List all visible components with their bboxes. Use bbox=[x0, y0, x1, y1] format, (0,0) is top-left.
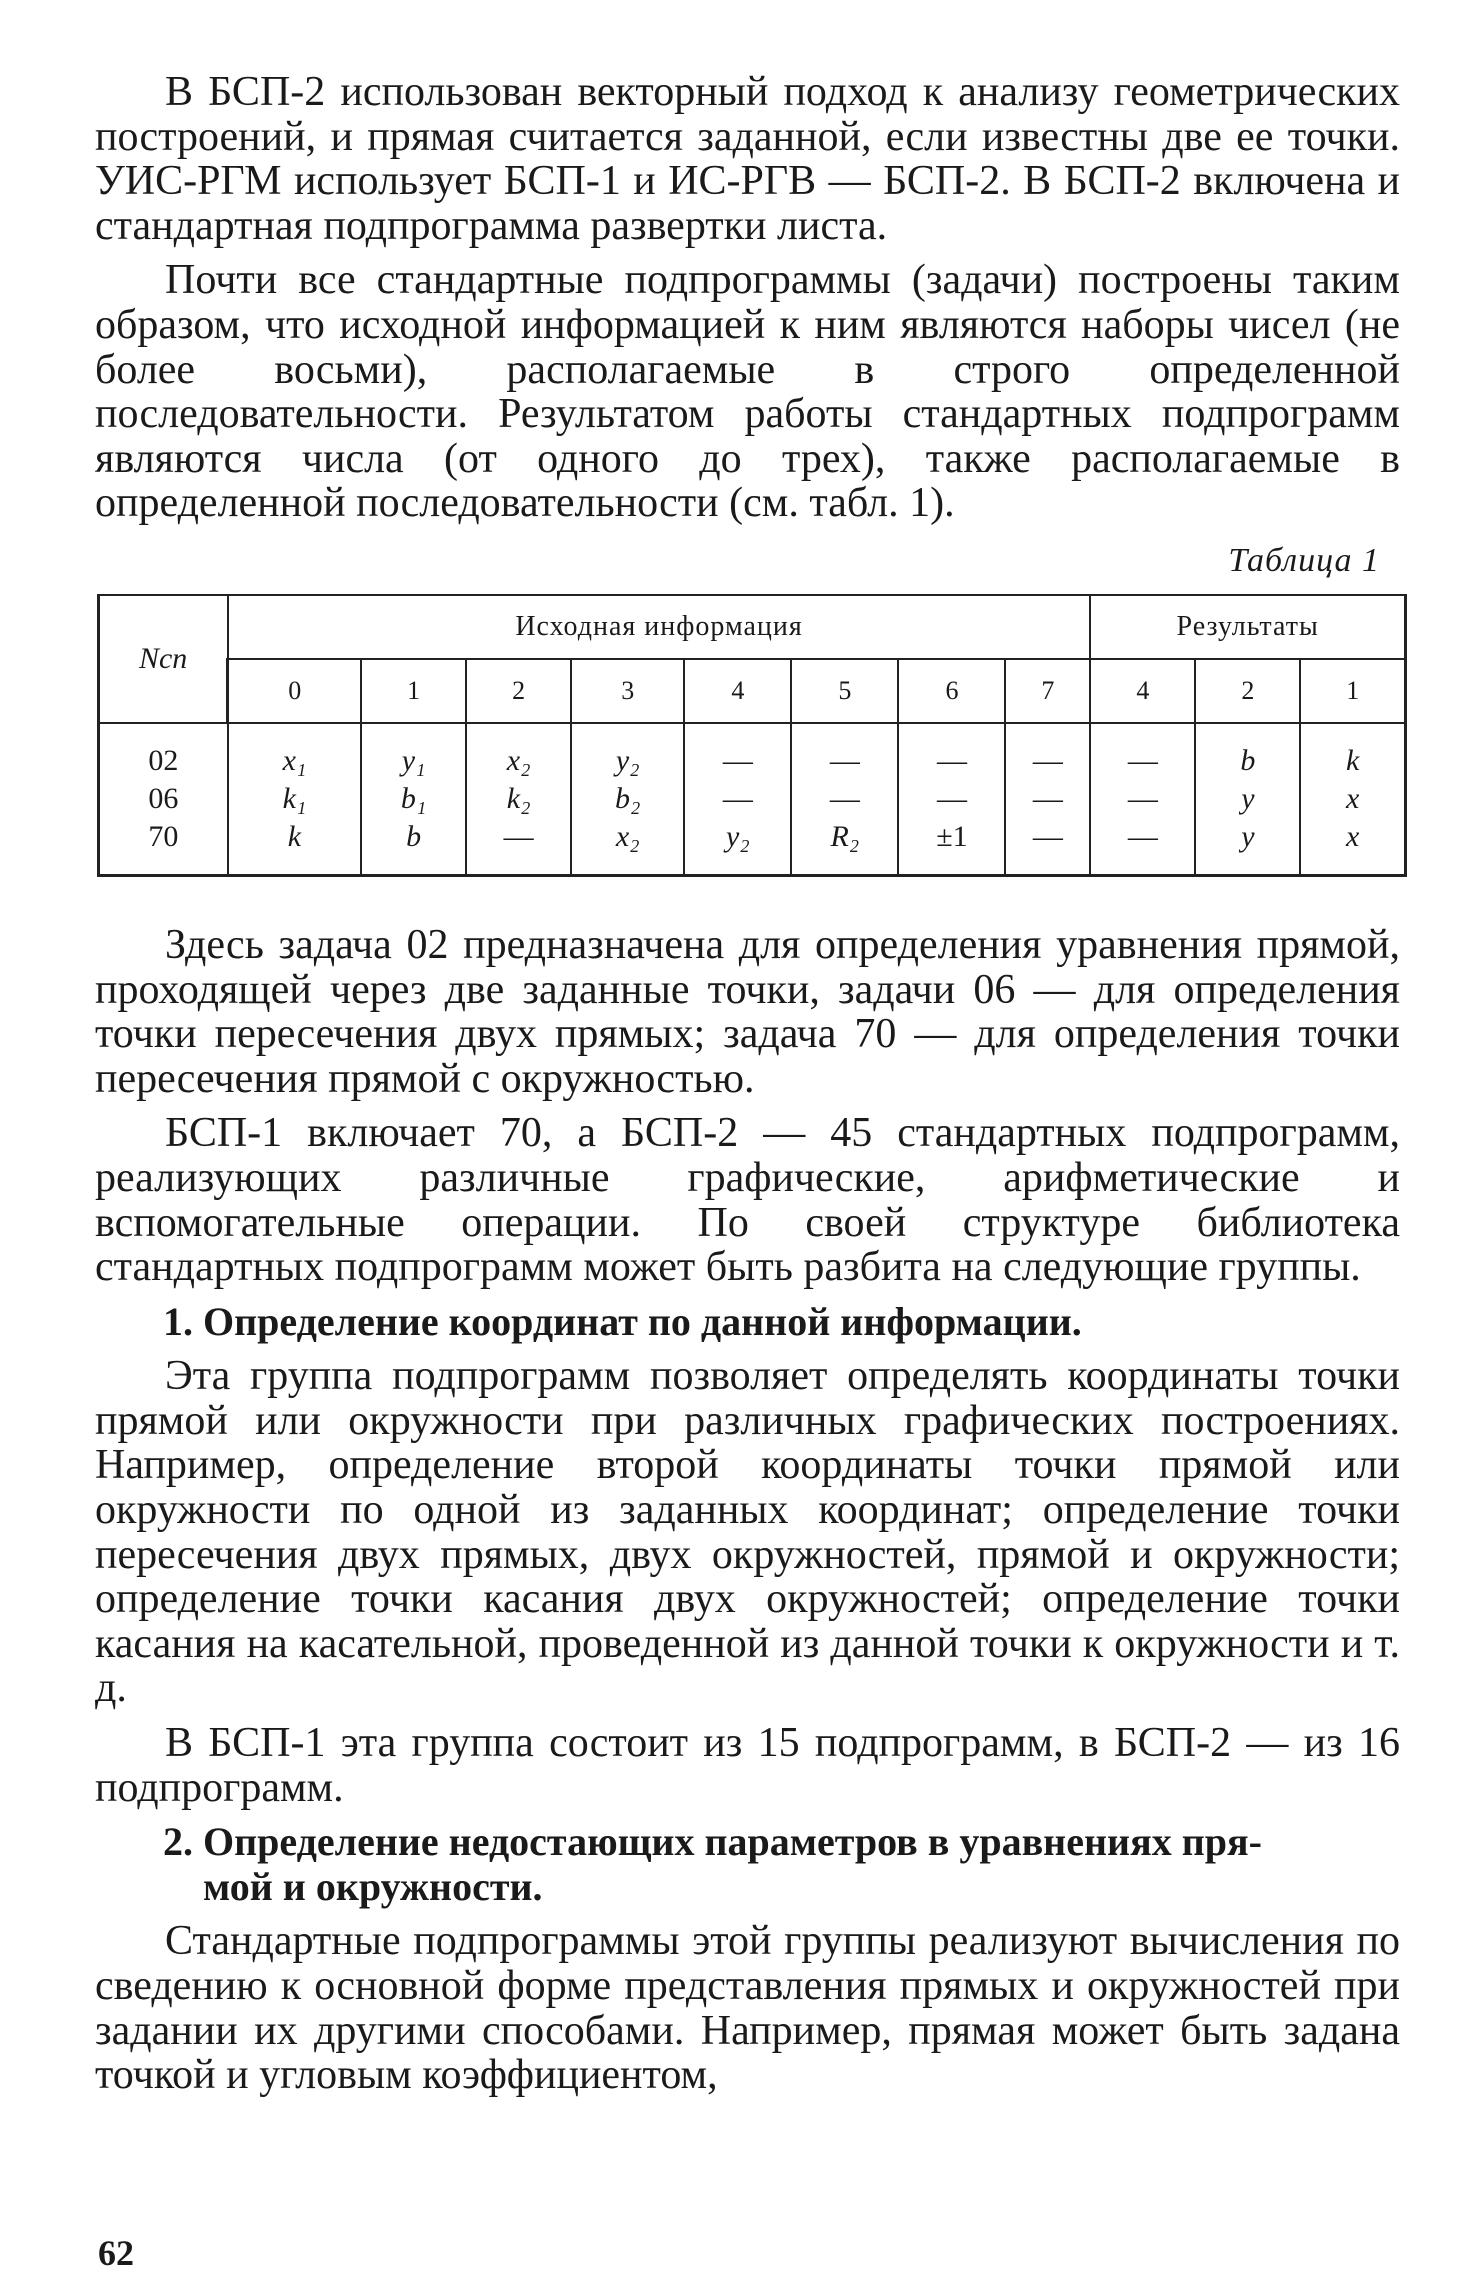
table-cell: k bbox=[1300, 723, 1405, 780]
table-cell: x bbox=[1300, 818, 1405, 876]
table-cell: — bbox=[1005, 780, 1090, 818]
table-header-col: 7 bbox=[1005, 659, 1090, 723]
table-cell: — bbox=[684, 780, 791, 818]
table-header-result-col: 4 bbox=[1090, 659, 1195, 723]
table-cell: b bbox=[361, 818, 466, 876]
table-cell: k₂ bbox=[466, 780, 571, 818]
table-cell: b₁ bbox=[361, 780, 466, 818]
table-header-row-1 bbox=[99, 595, 1406, 659]
table-header-result-col: 2 bbox=[1195, 659, 1300, 723]
section-heading-1: 1. Определение координат по данной информации. bbox=[163, 1298, 1082, 1344]
paragraph-2: Почти все стандартные подпрограммы (задачи) построены таким образом, что исходной информацией к ним являются наборы чисел (не более восьми), располагаемые в строго определенной последовательности. Результатом работы стандартных подпрограмм являются числа (от одного до трех), также располагаемые в определенной последовательности (см. табл. 1). bbox=[95, 257, 1400, 527]
table-cell: — bbox=[1090, 818, 1195, 876]
table-header-row-2 bbox=[99, 659, 1406, 723]
paragraph-6: В БСП-1 эта группа состоит из 15 подпрограмм, в БСП-2 — из 16 подпрограмм. bbox=[95, 1720, 1400, 1811]
table-cell: — bbox=[898, 723, 1005, 780]
paragraph-4: БСП-1 включает 70, а БСП-2 — 45 стандартных подпрограмм, реализующих различные графические, арифметические и вспомогательные операции. По своей структуре библиотека стандартных подпрограмм может быть разбита на следующие группы. bbox=[95, 1110, 1400, 1291]
table-cell: y₁ bbox=[361, 723, 466, 780]
table-cell: y₂ bbox=[684, 818, 791, 876]
table-header-col: 1 bbox=[361, 659, 466, 723]
table-header-col: 5 bbox=[791, 659, 898, 723]
table-cell: — bbox=[1005, 818, 1090, 876]
table-cell: R₂ bbox=[791, 818, 898, 876]
table-cell: x bbox=[1300, 780, 1405, 818]
table-cell: b bbox=[1195, 723, 1300, 780]
page-content bbox=[95, 70, 1400, 2098]
table-cell: y bbox=[1195, 818, 1300, 876]
table-cell: y bbox=[1195, 780, 1300, 818]
paragraph-1: В БСП-2 использован векторный подход к анализу геометрических построений, и прямая считается заданной, если известны две ее точки. УИС-РГМ использует БСП-1 и ИС-РГВ — БСП-2. В БСП-2 включена и стандартная подпрограмма развертки листа. bbox=[95, 69, 1400, 249]
table-cell: b₂ bbox=[571, 780, 684, 818]
table-cell: x₁ bbox=[228, 723, 361, 780]
table-cell: x₂ bbox=[571, 818, 684, 876]
table-cell: k bbox=[228, 818, 361, 876]
table-cell-n: 06 bbox=[99, 780, 228, 818]
paragraph-5: Эта группа подпрограмм позволяет определять координаты точки прямой или окружности при различных графических построениях. Например, определение второй координаты точки прямой или окружности по одной из заданных координат; определение точки пересечения двух прямых, двух окружностей, прямой и окружности; определение точки касания двух окружностей; определение точки касания на касательной, проведенной из данной точки к окружности и т. д. bbox=[95, 1353, 1400, 1712]
table-header-result-col: 1 bbox=[1300, 659, 1405, 723]
table-cell: x₂ bbox=[466, 723, 571, 780]
table-row bbox=[99, 818, 1406, 876]
table-header-col: 4 bbox=[684, 659, 791, 723]
table-cell-n: 02 bbox=[99, 723, 228, 780]
table-cell: — bbox=[1090, 780, 1195, 818]
table-cell: — bbox=[466, 818, 571, 876]
table-cell: — bbox=[684, 723, 791, 780]
table-cell: — bbox=[791, 780, 898, 818]
table-row bbox=[99, 723, 1406, 780]
paragraph-3: Здесь задача 02 предназначена для определения уравнения прямой, проходящей через две заданные точки, задачи 06 — для определения точки пересечения двух прямых; задача 70 — для определения точки пересечения прямой с окружностью. bbox=[95, 921, 1400, 1102]
table-header-input: Исходная информация bbox=[228, 595, 1091, 659]
table-header-col: 3 bbox=[571, 659, 684, 723]
table-cell: — bbox=[898, 780, 1005, 818]
table-header-ncn: Nсп bbox=[99, 595, 228, 723]
paragraph-7: Стандартные подпрограммы этой группы реализуют вычисления по сведению к основной форме представления прямых и окружностей при задании их другими способами. Например, прямая может быть задана точкой и угловым коэффициентом, bbox=[95, 1918, 1400, 2099]
table-cell: y₂ bbox=[571, 723, 684, 780]
data-table bbox=[97, 594, 1407, 877]
table-caption: Таблица 1 bbox=[1228, 541, 1380, 579]
section-heading-2 bbox=[95, 1820, 1400, 1909]
table-cell: k₁ bbox=[228, 780, 361, 818]
table-header-results: Результаты bbox=[1090, 595, 1405, 659]
section-heading-2-line2: мой и окружности. bbox=[203, 1863, 543, 1909]
table-cell: — bbox=[1090, 723, 1195, 780]
table-cell-n: 70 bbox=[99, 818, 228, 876]
table-header-col: 2 bbox=[466, 659, 571, 723]
table-header-col: 0 bbox=[228, 659, 361, 723]
table-header-col: 6 bbox=[898, 659, 1005, 723]
table-cell: ±1 bbox=[898, 818, 1005, 876]
table-cell: — bbox=[791, 723, 898, 780]
table-row bbox=[99, 780, 1406, 818]
page-number: 62 bbox=[98, 2233, 134, 2273]
table-cell: — bbox=[1005, 723, 1090, 780]
section-heading-2-line1: 2. Определение недостающих параметров в уравнениях пря- bbox=[163, 1819, 1262, 1865]
